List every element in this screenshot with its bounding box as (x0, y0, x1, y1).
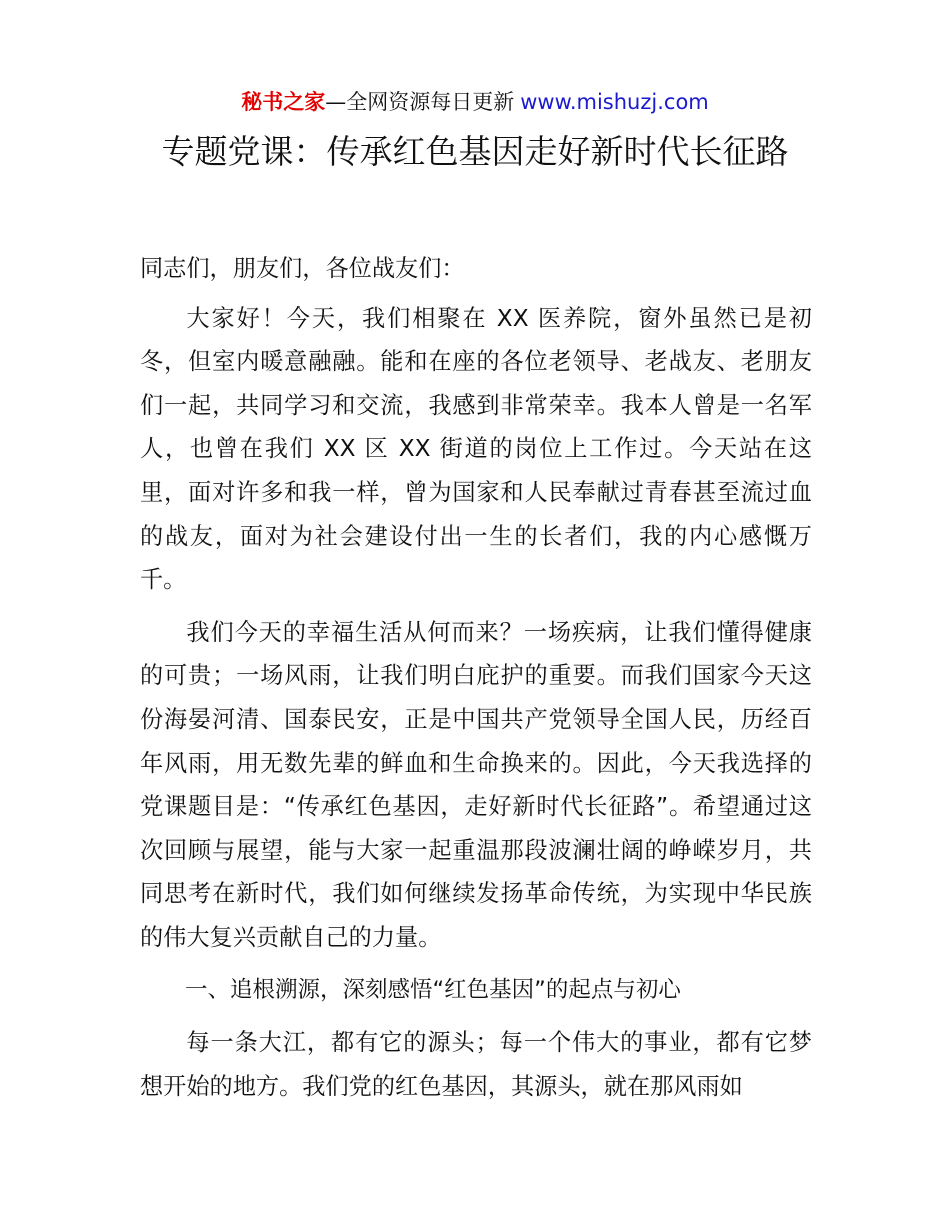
header-slogan: —全网资源每日更新 (325, 90, 515, 114)
paragraph: 我们今天的幸福生活从何而来？一场疾病，让我们懂得健康的可贵；一场风雨，让我们明白庇护的重要。而我们国家今天这份海晏河清、国泰民安，正是中国共产党领导全国人民，历经百年风雨，用无数先辈的鲜血和生命换来的。因此，今天我选择的党课题目是：“传承红色基因，走好新时代长征路”。希望通过这次回顾与展望，能与大家一起重温那段波澜壮阔的峥嵘岁月，共同思考在新时代，我们如何继续发扬革命传统，为实现中华民族的伟大复兴贡献自己的力量。 (140, 618, 812, 951)
brand-name: 秘书之家 (241, 90, 326, 114)
section-heading: 一、追根溯源，深刻感悟“红色基因”的起点与初心 (185, 976, 681, 1003)
document-title: 专题党课：传承红色基因走好新时代长征路 (161, 132, 789, 171)
site-url-link[interactable]: www.mishuzj.com (520, 90, 709, 114)
salutation: 同志们，朋友们，各位战友们： (140, 255, 465, 282)
site-header (0, 88, 950, 116)
paragraph: 每一条大江，都有它的源头；每一个伟大的事业，都有它梦想开始的地方。我们党的红色基因，其源头，就在那风雨如 (140, 1029, 812, 1100)
paragraph: 大家好！今天，我们相聚在 XX 医养院，窗外虽然已是初冬，但室内暖意融融。能和在座的各位老领导、老战友、老朋友们一起，共同学习和交流，我感到非常荣幸。我本人曾是一名军人，也曾在我们 XX 区 XX 街道的岗位上工作过。今天站在这里，面对许多和我一样，曾为国家和人民奉献过青春甚至流过血的战友，面对为社会建设付出一生的长者们，我的内心感慨万千。 (140, 304, 812, 594)
document-body (140, 247, 812, 1117)
